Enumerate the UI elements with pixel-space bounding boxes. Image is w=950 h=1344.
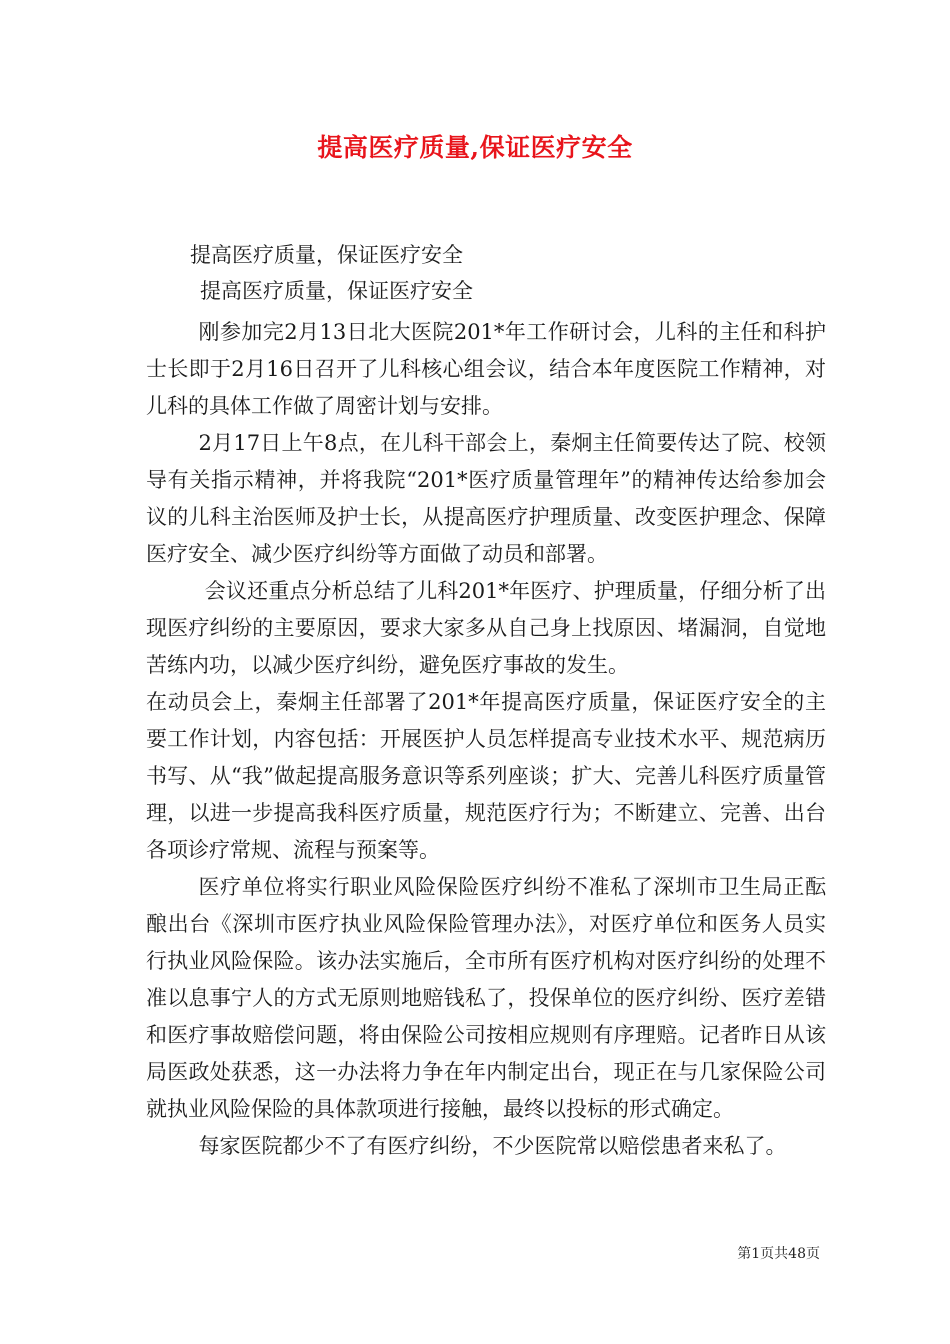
paragraph-1: 刚参加完2月13日北大医院201*年工作研讨会，儿科的主任和科护士长即于2月16日召开了儿科核心组会议，结合本年度医院工作精神，对儿科的具体工作做了周密计划与安排。 xyxy=(146,320,826,418)
paragraph-4: 在动员会上，秦炯主任部署了201*年提高医疗质量，保证医疗安全的主要工作计划，内容包括：开展医护人员怎样提高专业技术水平、规范病历书写、从“我”做起提高服务意识等系列座谈；扩大、完善儿科医疗质量管理，以进一步提高我科医疗质量，规范医疗行为；不断建立、完善、出台各项诊疗常规、流程与预案等。 xyxy=(146,690,826,862)
paragraph-6: 每家医院都少不了有医疗纠纷，不少医院常以赔偿患者来私了。 xyxy=(198,1134,787,1158)
subtitle-line-1: 提高医疗质量，保证医疗安全 xyxy=(190,243,463,267)
page-number-footer: 第1页共48页 xyxy=(737,1246,820,1262)
page-title: 提高医疗质量,保证医疗安全 xyxy=(317,133,633,162)
paragraph-3: 会议还重点分析总结了儿科201*年医疗、护理质量，仔细分析了出现医疗纠纷的主要原因，要求大家多从自己身上找原因、堵漏洞，自觉地苦练内功，以减少医疗纠纷，避免医疗事故的发生。 xyxy=(146,579,826,677)
paragraph-5: 医疗单位将实行职业风险保险医疗纠纷不准私了深圳市卫生局正酝酿出台《深圳市医疗执业风险保险管理办法》，对医疗单位和医务人员实行执业风险保险。该办法实施后，全市所有医疗机构对医疗纠纷的处理不准以息事宁人的方式无原则地赔钱私了，投保单位的医疗纠纷、医疗差错和医疗事故赔偿问题，将由保险公司按相应规则有序理赔。记者昨日从该局医政处获悉，这一办法将力争在年内制定出台，现正在与几家保险公司就执业风险保险的具体款项进行接触，最终以投标的形式确定。 xyxy=(146,875,826,1121)
subtitle-line-2: 提高医疗质量，保证医疗安全 xyxy=(200,279,473,303)
paragraph-2: 2月17日上午8点，在儿科干部会上，秦炯主任简要传达了院、校领导有关指示精神，并将我院“201*医疗质量管理年”的精神传达给参加会议的儿科主治医师及护士长，从提高医疗护理质量、改变医护理念、保障医疗安全、减少医疗纠纷等方面做了动员和部署。 xyxy=(146,431,826,566)
document-body xyxy=(146,314,826,1165)
